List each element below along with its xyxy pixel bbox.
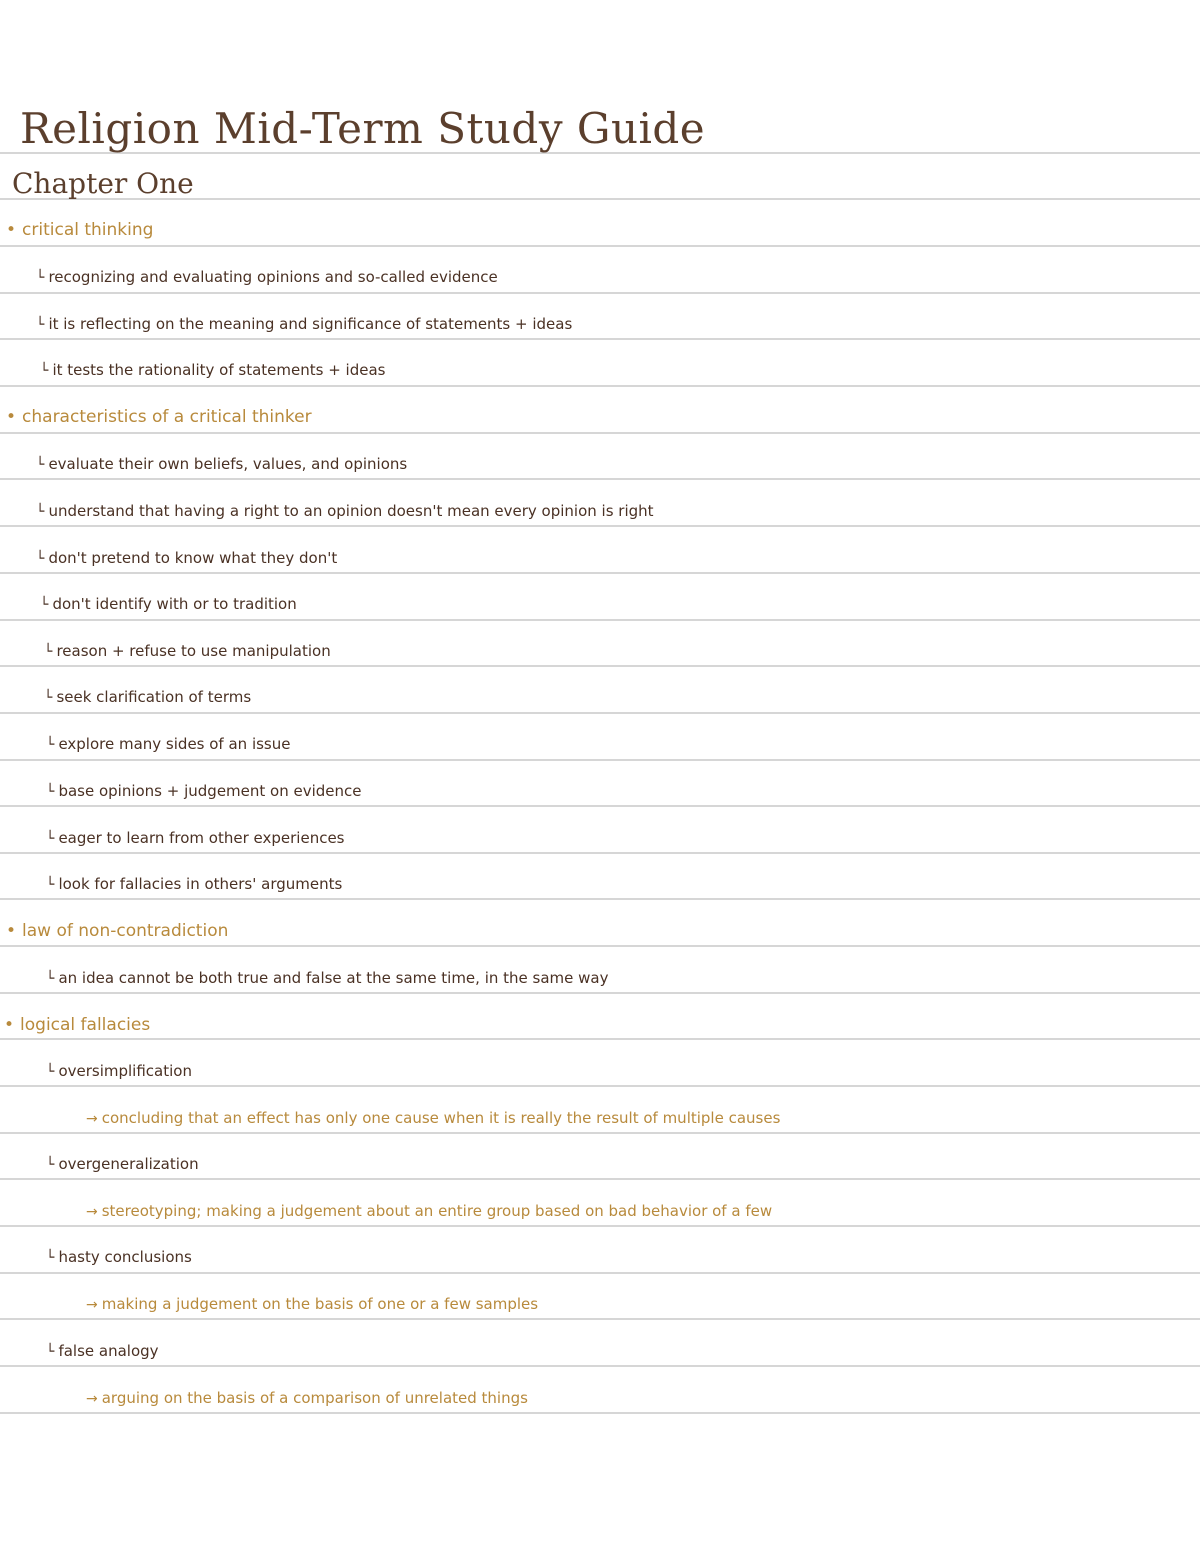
list-item: [46, 1157, 199, 1172]
list-item: [40, 597, 297, 612]
corner-arrow-icon: └: [46, 877, 55, 893]
list-item: [44, 690, 251, 705]
list-item-text: false analogy: [58, 1342, 159, 1360]
corner-arrow-icon: └: [36, 551, 45, 567]
list-item: [46, 1064, 192, 1079]
list-item-text: understand that having a right to an opinion doesn't mean every opinion is right: [48, 502, 654, 520]
ruled-line: [0, 1412, 1200, 1414]
detail-item: [86, 1297, 538, 1312]
bullet-icon: •: [6, 921, 17, 941]
list-item-text: don't identify with or to tradition: [52, 595, 297, 613]
list-item: [46, 784, 362, 799]
list-item-text: an idea cannot be both true and false at the same time, in the same way: [58, 969, 609, 987]
bullet-icon: •: [6, 407, 17, 427]
corner-arrow-icon: └: [46, 737, 55, 753]
right-arrow-icon: →: [86, 1111, 98, 1127]
list-item: [36, 270, 498, 285]
ruled-line: [0, 1318, 1200, 1320]
ruled-line: [0, 1085, 1200, 1087]
list-item: [40, 363, 385, 378]
section-heading: [6, 923, 228, 940]
right-arrow-icon: →: [86, 1391, 98, 1407]
detail-item: [86, 1204, 772, 1219]
ruled-line: [0, 619, 1200, 621]
detail-item-text: arguing on the basis of a comparison of unrelated things: [101, 1389, 528, 1407]
corner-arrow-icon: └: [36, 317, 45, 333]
corner-arrow-icon: └: [46, 971, 55, 987]
list-item: [46, 971, 608, 986]
ruled-line: [0, 1132, 1200, 1134]
list-item: [46, 737, 290, 752]
ruled-line: [0, 338, 1200, 340]
section-heading-text: law of non-contradiction: [22, 921, 229, 941]
ruled-line: [0, 665, 1200, 667]
corner-arrow-icon: └: [46, 1157, 55, 1173]
section-heading-text: critical thinking: [22, 220, 154, 240]
list-item-text: don't pretend to know what they don't: [48, 549, 338, 567]
list-item-text: eager to learn from other experiences: [58, 829, 345, 847]
corner-arrow-icon: └: [36, 457, 45, 473]
list-item-text: reason + refuse to use manipulation: [56, 642, 331, 660]
list-item: [44, 644, 331, 659]
list-item-text: evaluate their own beliefs, values, and opinions: [48, 455, 408, 473]
section-heading: [6, 222, 153, 239]
corner-arrow-icon: └: [36, 504, 45, 520]
list-item: [36, 457, 407, 472]
detail-item: [86, 1111, 780, 1126]
detail-item: [86, 1391, 528, 1406]
corner-arrow-icon: └: [40, 363, 49, 379]
list-item-text: overgeneralization: [58, 1155, 199, 1173]
bullet-icon: •: [6, 220, 17, 240]
ruled-line: [0, 292, 1200, 294]
ruled-line: [0, 1272, 1200, 1274]
ruled-line: [0, 1365, 1200, 1367]
bullet-icon: •: [4, 1015, 15, 1035]
list-item: [46, 831, 345, 846]
ruled-line: [0, 759, 1200, 761]
corner-arrow-icon: └: [46, 831, 55, 847]
ruled-line: [0, 945, 1200, 947]
list-item: [36, 317, 572, 332]
ruled-line: [0, 572, 1200, 574]
ruled-line: [0, 805, 1200, 807]
ruled-line: [0, 898, 1200, 900]
ruled-line: [0, 992, 1200, 994]
list-item-text: oversimplification: [58, 1062, 192, 1080]
corner-arrow-icon: └: [46, 784, 55, 800]
section-heading-text: logical fallacies: [20, 1015, 151, 1035]
list-item-text: it is reflecting on the meaning and significance of statements + ideas: [48, 315, 573, 333]
corner-arrow-icon: └: [44, 644, 53, 660]
list-item: [46, 1250, 192, 1265]
list-item-text: it tests the rationality of statements + ideas: [52, 361, 386, 379]
list-item-text: base opinions + judgement on evidence: [58, 782, 362, 800]
list-item-text: recognizing and evaluating opinions and so-called evidence: [48, 268, 498, 286]
list-item: [46, 1344, 159, 1359]
ruled-line: [0, 478, 1200, 480]
section-heading: [6, 409, 312, 426]
list-item: [36, 551, 337, 566]
corner-arrow-icon: └: [40, 597, 49, 613]
detail-item-text: concluding that an effect has only one cause when it is really the result of multiple causes: [101, 1109, 781, 1127]
detail-item-text: stereotyping; making a judgement about an entire group based on bad behavior of a few: [101, 1202, 773, 1220]
corner-arrow-icon: └: [46, 1064, 55, 1080]
ruled-line: [0, 852, 1200, 854]
chapter-heading: Chapter One: [12, 167, 194, 200]
list-item: [46, 877, 342, 892]
ruled-line: [0, 1225, 1200, 1227]
list-item-text: explore many sides of an issue: [58, 735, 291, 753]
page-title: Religion Mid-Term Study Guide: [20, 104, 706, 153]
ruled-line: [0, 1038, 1200, 1040]
section-heading-text: characteristics of a critical thinker: [22, 407, 312, 427]
corner-arrow-icon: └: [46, 1344, 55, 1360]
list-item: [36, 504, 654, 519]
ruled-line: [0, 385, 1200, 387]
detail-item-text: making a judgement on the basis of one or a few samples: [101, 1295, 539, 1313]
right-arrow-icon: →: [86, 1297, 98, 1313]
ruled-line: [0, 432, 1200, 434]
section-heading: [4, 1017, 150, 1034]
ruled-line: [0, 525, 1200, 527]
corner-arrow-icon: └: [36, 270, 45, 286]
ruled-line: [0, 712, 1200, 714]
right-arrow-icon: →: [86, 1204, 98, 1220]
ruled-line: [0, 1178, 1200, 1180]
list-item-text: look for fallacies in others' arguments: [58, 875, 343, 893]
ruled-line: [0, 245, 1200, 247]
list-item-text: hasty conclusions: [58, 1248, 192, 1266]
corner-arrow-icon: └: [44, 690, 53, 706]
list-item-text: seek clarification of terms: [56, 688, 252, 706]
corner-arrow-icon: └: [46, 1250, 55, 1266]
